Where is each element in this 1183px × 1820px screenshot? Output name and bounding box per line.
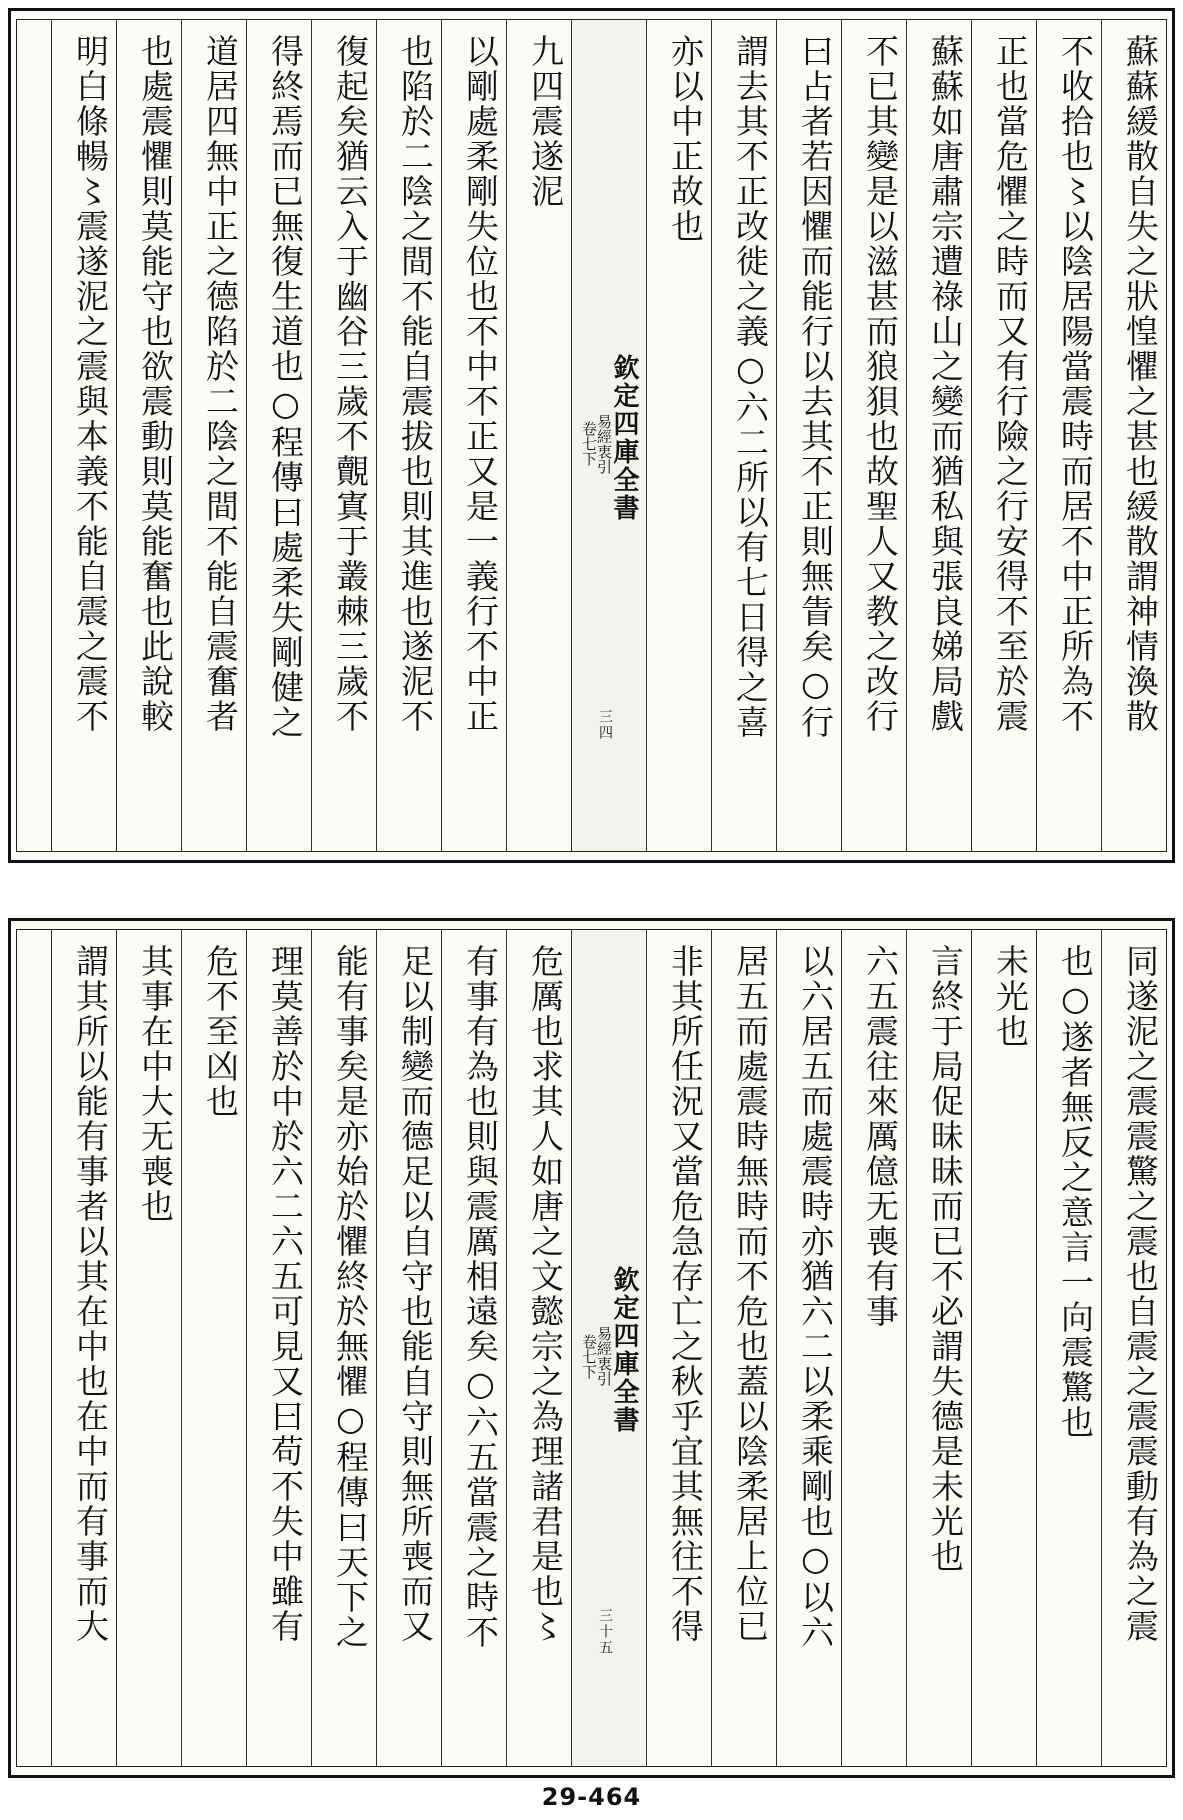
center-margin-column (571, 930, 646, 1766)
text-column: 居五而處震時無時而不危也蓋以陰柔居上位已 (711, 930, 776, 1766)
text-column: 蘇蘇緩散自失之狀惶懼之甚也緩散謂神情渙散 (1101, 20, 1166, 851)
bottom-page-frame (8, 918, 1175, 1778)
text-column: 得終焉而已無復生道也○程傳曰處柔失剛健之 (246, 20, 311, 851)
text-column: 以剛處柔剛失位也不中不正又是一義行不中正 (441, 20, 506, 851)
center-margin-column (571, 20, 646, 851)
text-column: 其事在中大无喪也 (116, 930, 181, 1766)
text-column: 謂去其不正改徙之義○六二所以有七日得之喜 (711, 20, 776, 851)
text-column: 以六居五而處震時亦猶六二以柔乘剛也○以六 (776, 930, 841, 1766)
book-title: 易經衷引 (595, 413, 613, 474)
text-column: 正也當危懼之時而又有行險之行安得不至於震 (971, 20, 1036, 851)
text-column: 明白條暢〻震遂泥之震與本義不能自震之震不 (51, 20, 116, 851)
text-column: 九四震遂泥 (506, 20, 571, 851)
text-column: 也陷於二陰之間不能自震拔也則其進也遂泥不 (376, 20, 441, 851)
top-page-border (16, 19, 1167, 852)
text-column: 蘇蘇如唐肅宗遭祿山之變而猶私與張良娣局戲 (906, 20, 971, 851)
text-column: 也處震懼則莫能守也欲震動則莫能奮也此說較 (116, 20, 181, 851)
page-number-footer: 29-464 (541, 1783, 642, 1811)
text-column: 謂其所以能有事者以其在中也在中而有事而大 (51, 930, 116, 1766)
top-text-columns (17, 20, 1166, 851)
volume-label: 卷七下 (580, 421, 598, 466)
leaf-number: 三十五 (597, 1608, 613, 1656)
text-column: 言終于局促昧昧而已不必謂失德是未光也 (906, 930, 971, 1766)
leaf-number: 三四 (597, 709, 613, 741)
text-column: 不已其變是以滋甚而狼狽也故聖人又教之改行 (841, 20, 906, 851)
bottom-page-border (16, 929, 1167, 1767)
text-column: 不收拾也〻以陰居陽當震時而居不中正所為不 (1036, 20, 1101, 851)
text-column: 同遂泥之震震驚之震也自震之震震動有為之震 (1101, 930, 1166, 1766)
book-title: 易經衷引 (595, 1326, 613, 1386)
collection-title: 欽定四庫全書 (609, 353, 639, 522)
volume-label: 卷七下 (580, 1333, 598, 1379)
text-column: 曰占者若因懼而能行以去其不正則無眚矣○行 (776, 20, 841, 851)
bottom-text-columns (17, 930, 1166, 1766)
text-column: 非其所任況又當危急存亡之秋乎宜其無往不得 (646, 930, 711, 1766)
text-column: 道居四無中正之德陷於二陰之間不能自震奮者 (181, 20, 246, 851)
text-column: 理莫善於中於六二六五可見又曰苟不失中雖有 (246, 930, 311, 1766)
text-column: 有事有為也則與震厲相遠矣○六五當震之時不 (441, 930, 506, 1766)
text-column: 危厲也求其人如唐之文懿宗之為理諸君是也〻 (506, 930, 571, 1766)
text-column: 也○遂者無反之意言一向震驚也 (1036, 930, 1101, 1766)
text-column: 亦以中正故也 (646, 20, 711, 851)
collection-title: 欽定四庫全書 (609, 1266, 639, 1434)
text-column: 能有事矣是亦始於懼終於無懼○程傳曰天下之 (311, 930, 376, 1766)
text-column: 危不至凶也 (181, 930, 246, 1766)
text-column: 未光也 (971, 930, 1036, 1766)
text-column: 復起矣猶云入于幽谷三歲不覿寘于叢棘三歲不 (311, 20, 376, 851)
text-column: 足以制變而德足以自守也能自守則無所喪而又 (376, 930, 441, 1766)
text-column: 六五震往來厲億无喪有事 (841, 930, 906, 1766)
top-page-frame (8, 8, 1175, 863)
